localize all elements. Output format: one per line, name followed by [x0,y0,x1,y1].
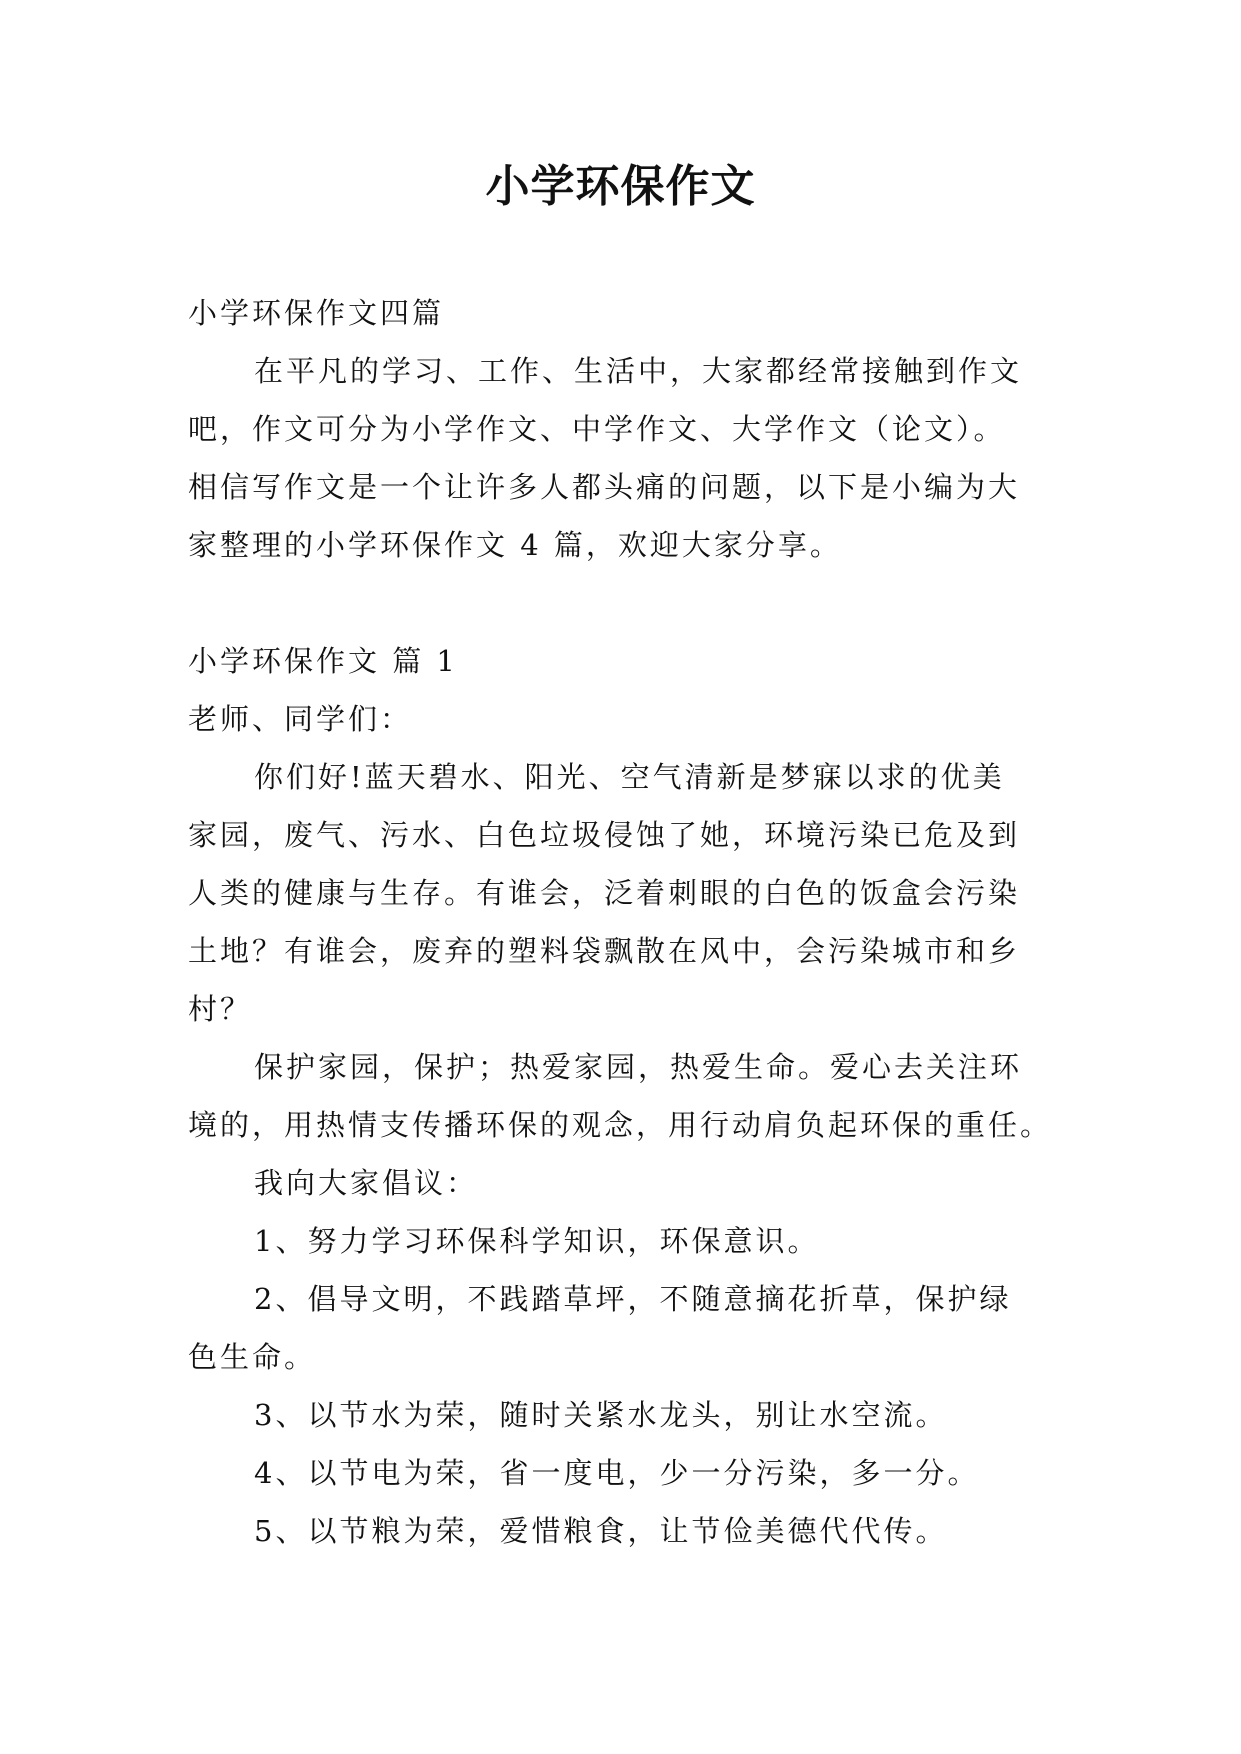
paragraph1-line: 村？ [188,992,253,1026]
proposal-item-2: 2、倡导文明，不践踏草坪，不随意摘花折草，保护绿 [254,1282,1012,1316]
document-body [188,284,1052,1560]
intro-line: 家整理的小学环保作文 4 篇，欢迎大家分享。 [188,528,842,562]
paragraph1-line: 家园，废气、污水、白色垃圾侵蚀了她，环境污染已危及到 [188,818,1021,852]
greeting: 老师、同学们： [188,702,413,736]
document-title: 小学环保作文 [485,161,756,212]
section-heading: 小学环保作文 篇 1 [188,644,458,678]
proposal-item-5: 5、以节粮为荣，爱惜粮食，让节俭美德代代传。 [254,1514,948,1548]
paragraph-gap [188,574,1052,632]
proposal-item-1: 1、努力学习环保科学知识，环保意识。 [254,1224,820,1258]
intro-line: 相信写作文是一个让许多人都头痛的问题，以下是小编为大 [188,470,1021,504]
paragraph1-line: 人类的健康与生存。有谁会，泛着刺眼的白色的饭盒会污染 [188,876,1021,910]
proposal-item-4: 4、以节电为荣，省一度电，少一分污染，多一分。 [254,1456,980,1490]
intro-line: 在平凡的学习、工作、生活中，大家都经常接触到作文 [254,354,1023,388]
paragraph2-line: 境的，用热情支传播环保的观念，用行动肩负起环保的重任。 [188,1108,1053,1142]
document-subtitle: 小学环保作文四篇 [188,296,445,330]
intro-line: 吧，作文可分为小学作文、中学作文、大学作文（论文）。 [188,412,1006,446]
paragraph1-line: 你们好!蓝天碧水、阳光、空气清新是梦寐以求的优美 [254,760,1005,794]
paragraph2-line: 保护家园，保护；热爱家园，热爱生命。爱心去关注环 [254,1050,1023,1084]
paragraph1-line: 土地？有谁会，废弃的塑料袋飘散在风中，会污染城市和乡 [188,934,1021,968]
proposal-intro: 我向大家倡议： [254,1166,479,1200]
proposal-item-2-continued: 色生命。 [188,1340,317,1374]
proposal-item-3: 3、以节水为荣，随时关紧水龙头，别让水空流。 [254,1398,948,1432]
